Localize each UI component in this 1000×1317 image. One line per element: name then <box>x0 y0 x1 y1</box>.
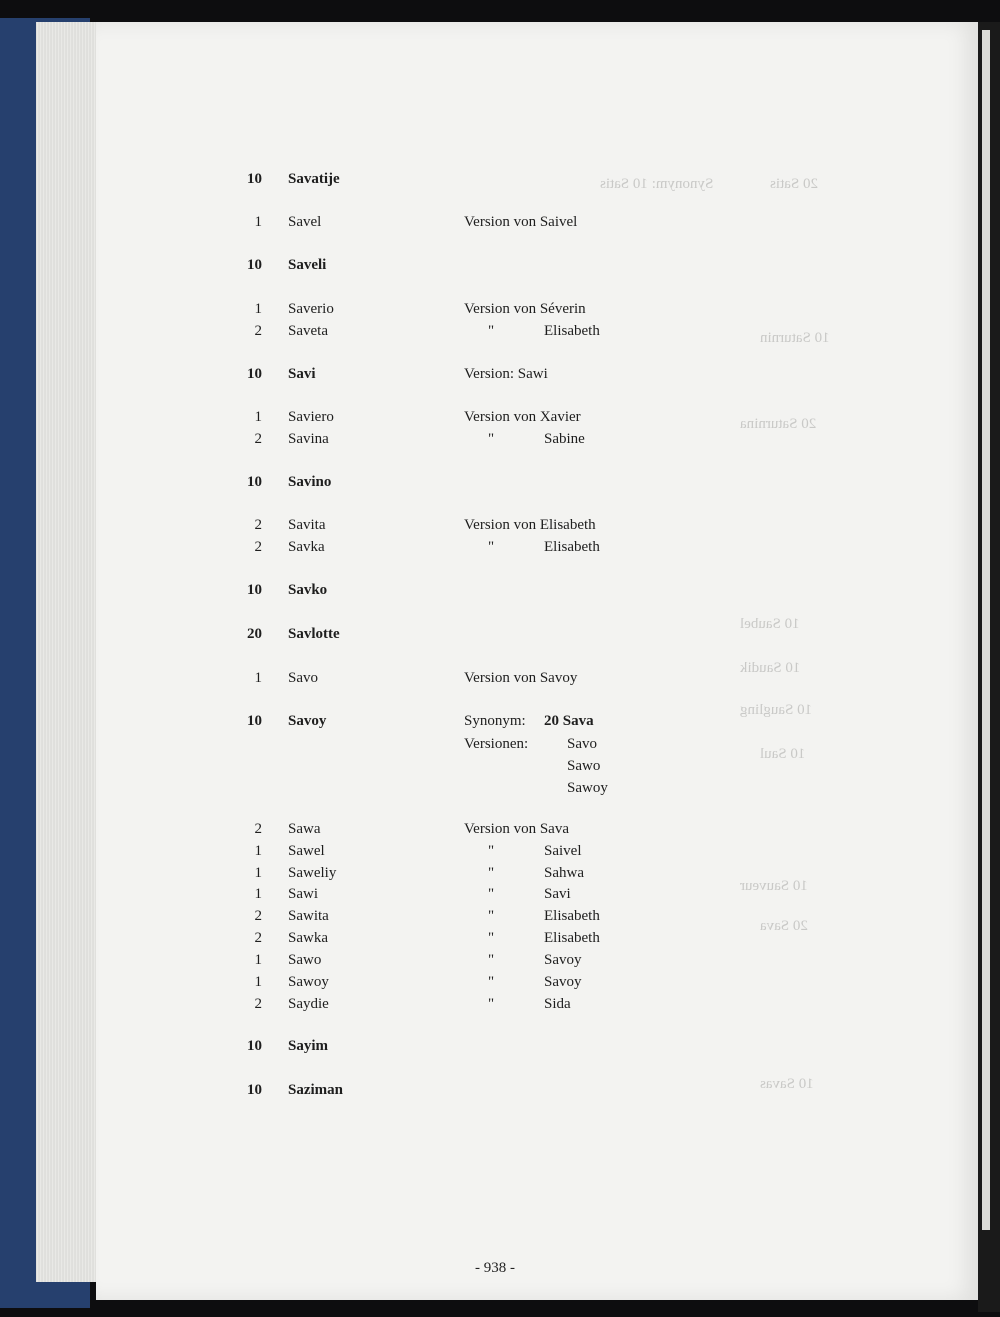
entry-row <box>0 843 1000 863</box>
entry-number: 1 <box>254 843 262 859</box>
entry-name: Sawo <box>288 952 322 968</box>
entry-number: 1 <box>254 865 262 881</box>
entry-reference: Elisabeth <box>544 539 600 555</box>
entry-number: 2 <box>254 930 262 946</box>
ditto-mark: " <box>488 539 495 555</box>
entry-row <box>0 323 1000 343</box>
entry-reference: Savi <box>544 886 571 902</box>
entry-description: Version von Sava <box>464 821 569 837</box>
entry-name: Saveta <box>288 323 328 339</box>
entry-row <box>0 257 1000 277</box>
entry-number: 1 <box>254 214 262 230</box>
entry-reference: Sabine <box>544 431 585 447</box>
entry-row <box>0 930 1000 950</box>
show-through-text: 10 Sauveur <box>740 878 808 894</box>
entry-row <box>0 214 1000 234</box>
entry-name: Savo <box>288 670 318 686</box>
entry-reference: 20 Sava <box>544 713 594 729</box>
show-through-text: 10 Savas <box>760 1076 814 1092</box>
show-through-text: 10 Saudik <box>740 660 801 676</box>
entry-name: Savel <box>288 214 322 230</box>
ditto-mark: " <box>488 843 495 859</box>
entry-description: Versionen: <box>464 736 529 752</box>
entry-reference: Elisabeth <box>544 908 600 924</box>
entry-row <box>0 1038 1000 1058</box>
entry-number: 20 <box>247 626 262 642</box>
entry-row <box>0 431 1000 451</box>
entry-number: 10 <box>247 582 262 598</box>
entry-number: 10 <box>247 713 262 729</box>
entry-name: Saviero <box>288 409 334 425</box>
entry-reference: Sida <box>544 996 571 1012</box>
entry-number: 2 <box>254 996 262 1012</box>
entry-reference: Sahwa <box>544 865 584 881</box>
entry-name: Sawita <box>288 908 329 924</box>
ditto-mark: " <box>488 930 495 946</box>
entry-number: 2 <box>254 517 262 533</box>
entry-row <box>0 974 1000 994</box>
entry-row <box>0 582 1000 602</box>
entry-number: 1 <box>254 974 262 990</box>
entry-name: Savlotte <box>288 626 340 642</box>
ditto-mark: " <box>488 952 495 968</box>
entry-row <box>0 1082 1000 1102</box>
entry-row <box>0 780 1000 800</box>
entry-row <box>0 996 1000 1016</box>
entry-name: Savita <box>288 517 326 533</box>
entry-row <box>0 713 1000 733</box>
entry-number: 10 <box>247 366 262 382</box>
entry-row <box>0 171 1000 191</box>
entry-number: 1 <box>254 409 262 425</box>
entry-name: Savko <box>288 582 328 598</box>
ditto-mark: " <box>488 865 495 881</box>
entry-number: 10 <box>247 1082 262 1098</box>
entry-name: Savi <box>288 366 316 382</box>
entry-row <box>0 736 1000 756</box>
entry-row <box>0 366 1000 386</box>
ditto-mark: " <box>488 886 495 902</box>
ditto-mark: " <box>488 323 495 339</box>
entry-row <box>0 670 1000 690</box>
entry-row <box>0 865 1000 885</box>
entry-number: 1 <box>254 670 262 686</box>
entry-name: Saweliy <box>288 865 337 881</box>
entry-name: Sawi <box>288 886 318 902</box>
ditto-mark: " <box>488 908 495 924</box>
entry-name: Savina <box>288 431 329 447</box>
entry-name: Savatije <box>288 171 340 187</box>
show-through-text: 20 Satis <box>770 176 818 192</box>
entry-description: Version von Savoy <box>464 670 578 686</box>
entry-number: 2 <box>254 323 262 339</box>
entry-number: 1 <box>254 952 262 968</box>
entry-number: 10 <box>247 1038 262 1054</box>
entry-row <box>0 758 1000 778</box>
entry-description: Version von Saivel <box>464 214 578 230</box>
entry-name: Sawoy <box>288 974 329 990</box>
entry-name: Saverio <box>288 301 334 317</box>
entry-name: Sayim <box>288 1038 329 1054</box>
entry-row <box>0 474 1000 494</box>
entry-reference: Savoy <box>544 952 582 968</box>
page-number: - 938 - <box>475 1260 515 1276</box>
show-through-text: 10 Saturnin <box>760 330 830 346</box>
entry-description: Synonym: <box>464 713 526 729</box>
ditto-mark: " <box>488 974 495 990</box>
entry-row <box>0 821 1000 841</box>
entry-row <box>0 539 1000 559</box>
show-through-text: 10 Saul <box>760 746 806 762</box>
entry-number: 1 <box>254 301 262 317</box>
entry-reference: Sawo <box>567 758 601 774</box>
entry-reference: Elisabeth <box>544 930 600 946</box>
show-through-text: 10 Saubel <box>740 616 800 632</box>
entry-number: 10 <box>247 474 262 490</box>
entry-name: Sawka <box>288 930 328 946</box>
entry-reference: Saivel <box>544 843 582 859</box>
ditto-mark: " <box>488 431 495 447</box>
entry-number: 2 <box>254 908 262 924</box>
entry-row <box>0 409 1000 429</box>
show-through-text: Synonym: 10 Satis <box>600 176 714 192</box>
entry-number: 2 <box>254 539 262 555</box>
entry-name: Savino <box>288 474 332 490</box>
entry-number: 10 <box>247 257 262 273</box>
entry-reference: Sawoy <box>567 780 608 796</box>
entry-row <box>0 952 1000 972</box>
entry-row <box>0 301 1000 321</box>
entry-reference: Savo <box>567 736 597 752</box>
entry-reference: Elisabeth <box>544 323 600 339</box>
entry-name: Savka <box>288 539 325 555</box>
entry-name: Saziman <box>288 1082 344 1098</box>
entry-number: 2 <box>254 821 262 837</box>
entry-number: 1 <box>254 886 262 902</box>
entry-name: Sawa <box>288 821 321 837</box>
entry-row <box>0 517 1000 537</box>
entry-description: Version von Xavier <box>464 409 581 425</box>
entry-name: Savoy <box>288 713 327 729</box>
entry-row <box>0 908 1000 928</box>
entry-number: 2 <box>254 431 262 447</box>
entry-description: Version: Sawi <box>464 366 548 382</box>
show-through-text: 10 Saugling <box>740 702 813 718</box>
entry-row <box>0 886 1000 906</box>
show-through-text: 20 Sava <box>760 918 808 934</box>
entry-name: Saydie <box>288 996 329 1012</box>
entry-reference: Savoy <box>544 974 582 990</box>
ditto-mark: " <box>488 996 495 1012</box>
entry-description: Version von Séverin <box>464 301 586 317</box>
entry-description: Version von Elisabeth <box>464 517 596 533</box>
show-through-text: 20 Saturnina <box>740 416 817 432</box>
entry-row <box>0 626 1000 646</box>
entry-number: 10 <box>247 171 262 187</box>
entry-name: Sawel <box>288 843 325 859</box>
entry-name: Saveli <box>288 257 327 273</box>
